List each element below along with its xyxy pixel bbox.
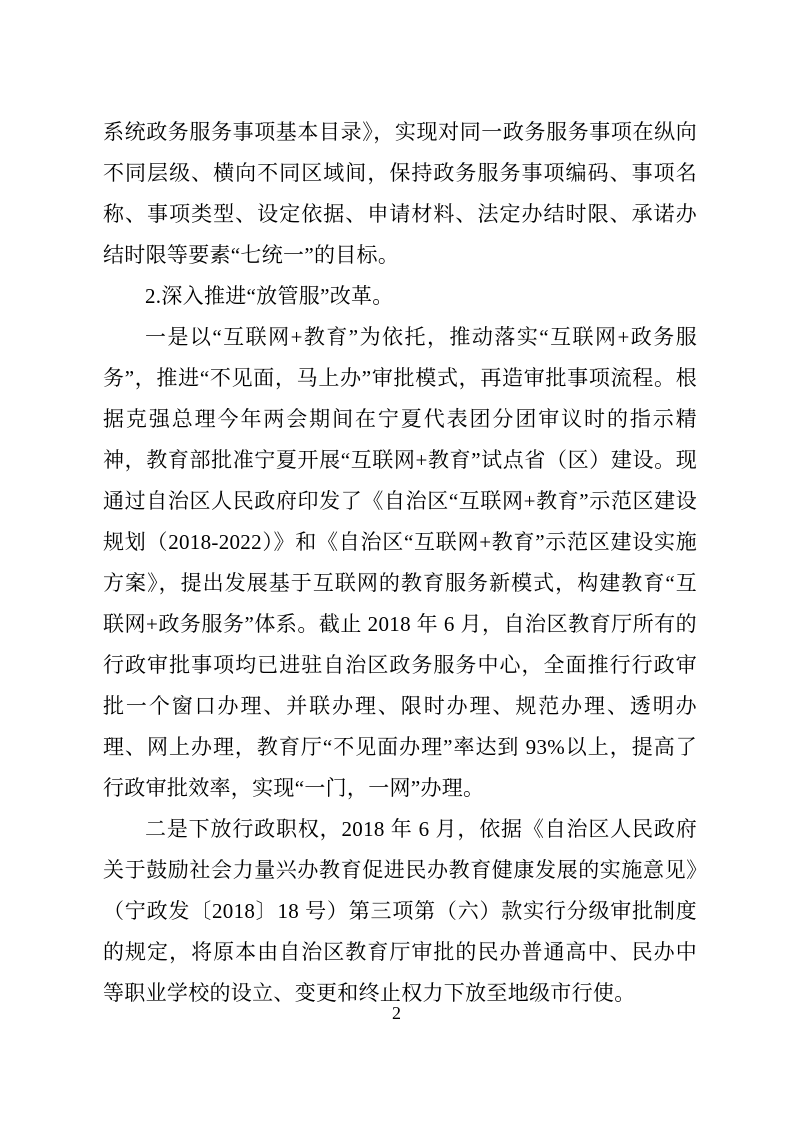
paragraph-point-one: 一是以“互联网+教育”为依托，推动落实“互联网+政务服务”，推进“不见面，马上办”审批模式，再造审批事项流程。根据克强总理今年两会期间在宁夏代表团分团审议时的指示精神，教育部批准宁夏开展“互联网+教育”试点省（区）建设。现通过自治区人民政府印发了《自治区“互联网+教育”示范区建设规划（2018-2022）》和《自治区“互联网+教育”示范区建设实施方案》，提出发展基于互联网的教育服务新模式，构建教育“互联网+政务服务”体系。截止 2018 年 6 月，自治区教育厅所有的行政审批事项均已进驻自治区政务服务中心，全面推行行政审批一个窗口办理、并联办理、限时办理、规范办理、透明办理、网上办理，教育厅“不见面办理”率达到 93%以上，提高了行政审批效率，实现“一门，一网”办理。	[103, 325, 697, 800]
text-block	[103, 112, 697, 1014]
paragraph-point-two: 二是下放行政职权，2018 年 6 月，依据《自治区人民政府关于鼓励社会力量兴办教育促进民办教育健康发展的实施意见》（宁政发〔2018〕18 号）第三项第（六）款实行分级审批制度的规定，将原本由自治区教育厅审批的民办普通高中、民办中等职业学校的设立、变更和终止权力下放至地级市行使。	[103, 817, 697, 1005]
page-number: 2	[392, 1003, 401, 1023]
paragraph-item-2-heading: 2.深入推进“放管服”改革。	[145, 284, 394, 308]
paragraph-continuation: 系统政务服务事项基本目录》，实现对同一政务服务事项在纵向不同层级、横向不同区域间，保持政务服务事项编码、事项名称、事项类型、设定依据、申请材料、法定办结时限、承诺办结时限等要素“七统一”的目标。	[103, 120, 697, 267]
